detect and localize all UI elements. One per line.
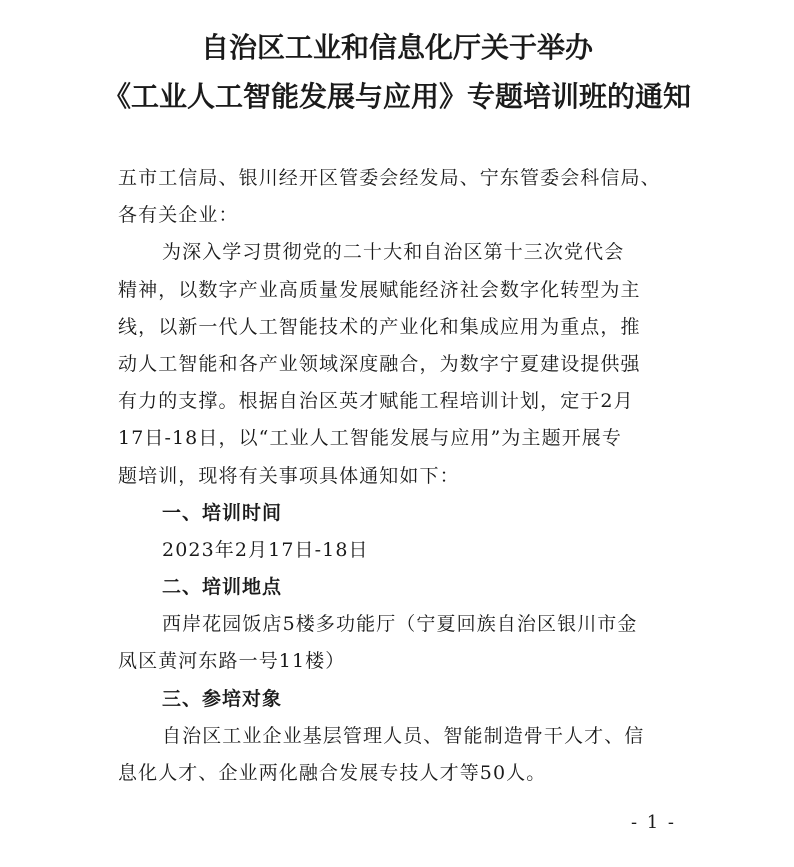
section-text: 2023年2月17日-18日 [162, 538, 369, 561]
salutation-line: 五市工信局、银川经开区管委会经发局、宁东管委会科信局、 [118, 167, 661, 189]
page-number: - 1 - [630, 812, 676, 833]
document-body [118, 160, 688, 792]
section-heading-training-time: 一、培训时间 [162, 501, 283, 524]
document-title-line-1: 自治区工业和信息化厅关于举办 [200, 31, 593, 64]
section-heading-participants: 三、参培对象 [162, 687, 283, 710]
section-text: 西岸花园饭店5楼多功能厅（宁夏回族自治区银川市金 [162, 613, 638, 636]
intro-line: 17日-18日，以“工业人工智能发展与应用”为主题开展专 [118, 427, 623, 450]
intro-line: 为深入学习贯彻党的二十大和自治区第十三次党代会 [162, 241, 625, 264]
section-text: 凤区黄河东路一号11楼） [118, 650, 346, 673]
section-text: 自治区工业企业基层管理人员、智能制造骨干人才、信 [162, 724, 645, 747]
intro-line: 精神，以数字产业高质量发展赋能经济社会数字化转型为主 [118, 278, 641, 301]
intro-line: 题培训，现将有关事项具体通知如下： [118, 464, 460, 487]
section-heading-training-location: 二、培训地点 [162, 576, 283, 599]
intro-line: 动人工智能和各产业领域深度融合，为数字宁夏建设提供强 [118, 352, 641, 375]
intro-line: 线，以新一代人工智能技术的产业化和集成应用为重点，推 [118, 315, 641, 338]
intro-line: 有力的支撑。根据自治区英才赋能工程培训计划，定于2月 [118, 390, 634, 413]
salutation-line: 各有关企业： [118, 204, 239, 227]
document-title-line-2: 《工业人工智能发展与应用》专题培训班的通知 [102, 80, 691, 113]
section-text: 息化人才、企业两化融合发展专技人才等50人。 [118, 762, 547, 784]
